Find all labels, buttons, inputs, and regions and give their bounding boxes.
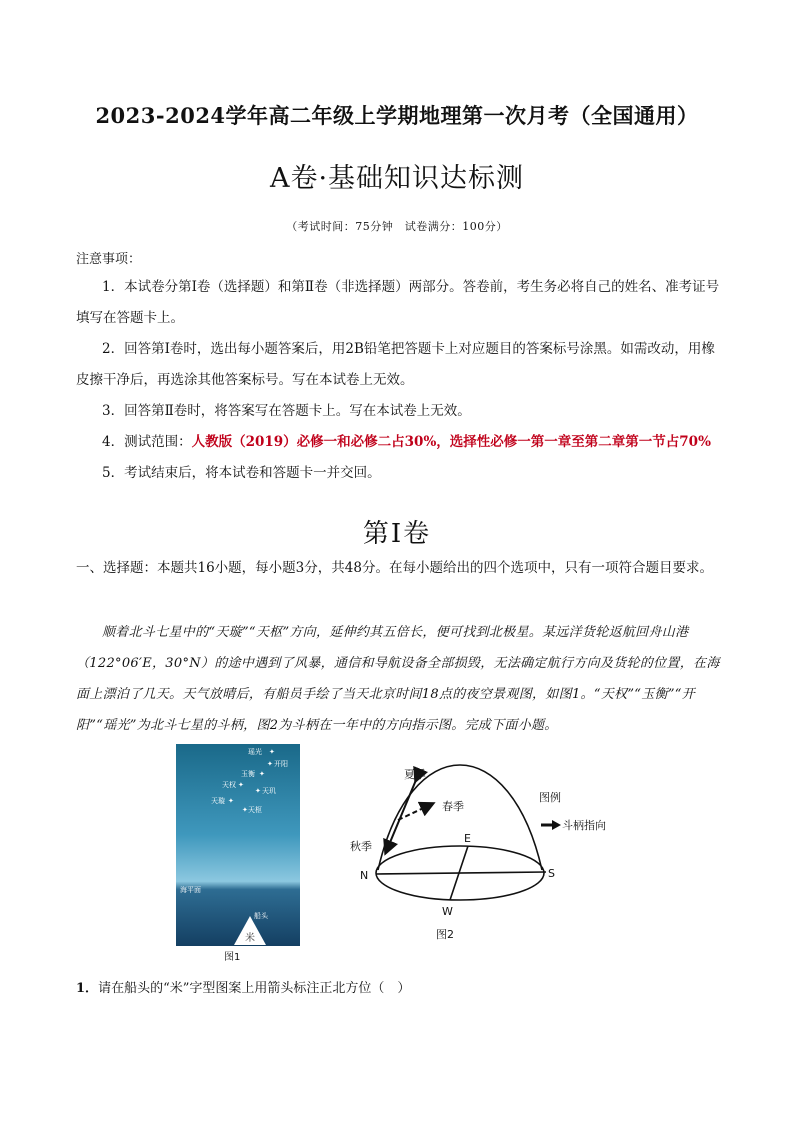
summer-autumn-arrow bbox=[386, 780, 416, 852]
season-autumn-label: 秋季 bbox=[350, 840, 372, 853]
star-tianshu-icon: ✦ bbox=[242, 806, 248, 814]
season-summer-label: 夏季 bbox=[404, 768, 426, 781]
test-scope-highlight: 人教版（2019）必修一和必修二占30%，选择性必修一第一章至第二章第一节占70% bbox=[191, 434, 711, 450]
legend-title: 图例 bbox=[539, 791, 561, 804]
figure-1-night-sky bbox=[176, 744, 300, 946]
legend-item-label: 斗柄指向 bbox=[562, 819, 606, 832]
star-yuheng-icon: ✦ bbox=[259, 770, 265, 778]
star-yaoguang-icon: ✦ bbox=[269, 748, 275, 756]
notes-heading: 注意事项： bbox=[76, 252, 142, 267]
star-label-kaiyang: 开阳 bbox=[274, 760, 288, 768]
note-item-4 bbox=[76, 427, 722, 458]
direction-n-label: N bbox=[360, 869, 369, 882]
exam-time-info: （考试时间：75分钟 试卷满分：100分） bbox=[286, 220, 508, 233]
note-item-4-prefix: 4．测试范围： bbox=[102, 434, 192, 450]
legend-item bbox=[540, 817, 606, 833]
star-label-tianji: 天玑 bbox=[262, 787, 276, 795]
sea-level-label: 海平面 bbox=[180, 886, 201, 894]
exam-subtitle: A卷·基础知识达标测 bbox=[269, 163, 525, 194]
note-item-5: 5．考试结束后，将本试卷和答题卡一并交回。 bbox=[102, 465, 381, 481]
star-tianji-icon: ✦ bbox=[255, 787, 261, 795]
question-1-number: 1 bbox=[76, 981, 86, 996]
dome-arc bbox=[378, 765, 542, 870]
note-item-2: 2．回答第Ⅰ卷时，选出每小题答案后，用2B铅笔把答题卡上对应题目的答案标号涂黑。如需改动，用橡皮擦干净后，再选涂其他答案标号。写在本试卷上无效。 bbox=[76, 341, 715, 388]
sky-background bbox=[176, 744, 300, 946]
star-kaiyang-icon: ✦ bbox=[267, 760, 273, 768]
figure-1-caption: 图1 bbox=[224, 952, 241, 963]
figure-2-handle-direction-diagram bbox=[350, 760, 620, 950]
star-label-tianxuan: 天璇 bbox=[211, 797, 225, 805]
season-spring-label: 春季 bbox=[442, 800, 464, 813]
star-label-yuheng: 玉衡 bbox=[241, 770, 255, 778]
note-item-1: 1．本试卷分第Ⅰ卷（选择题）和第Ⅱ卷（非选择题）两部分。答卷前，考生务必将自己的姓名、准考证号填写在答题卡上。 bbox=[76, 279, 720, 326]
direction-w-label: W bbox=[442, 905, 453, 918]
star-label-tianquan: 天权 bbox=[222, 781, 236, 789]
question-intro: 一、选择题：本题共16小题，每小题3分，共48分。在每小题给出的四个选项中，只有一项符合题目要求。 bbox=[76, 560, 713, 576]
star-tianxuan-icon: ✦ bbox=[228, 797, 234, 805]
section-title: 第Ⅰ卷 bbox=[362, 519, 432, 549]
direction-s-label: S bbox=[548, 867, 555, 880]
star-label-tianshu: 天枢 bbox=[248, 806, 262, 814]
note-item-3: 3．回答第Ⅱ卷时，将答案写在答题卡上。写在本试卷上无效。 bbox=[102, 403, 471, 419]
question-1: 1．请在船头的“米”字型图案上用箭头标注正北方位（ ） bbox=[76, 981, 411, 996]
direction-e-label: E bbox=[464, 832, 471, 845]
ns-axis-line bbox=[376, 872, 546, 874]
bow-label: 船头 bbox=[254, 912, 268, 920]
star-tianquan-icon: ✦ bbox=[238, 781, 244, 789]
figure-2-caption: 图2 bbox=[436, 928, 454, 941]
star-label-yaoguang: 瑶光 bbox=[248, 748, 262, 756]
question-1-text: 请在船头的“米”字型图案上用箭头标注正北方位（ ） bbox=[98, 981, 411, 996]
exam-title: 2023-2024学年高二年级上学期地理第一次月考（全国通用） bbox=[95, 103, 699, 128]
bow-rice-symbol: 米 bbox=[245, 933, 255, 944]
legend-arrow-icon bbox=[540, 819, 562, 831]
passage-text: 顺着北斗七星中的“天璇”“天枢”方向，延伸约其五倍长，便可找到北极星。某远洋货轮返航回舟山港（122°06′E，30°N）的途中遇到了风暴，通信和导航设备全部损毁，无法确定航行方向及货轮的位置，在海面上漂泊了几天。天气放晴后，有船员手绘了当天北京时间18点的夜空景观图，如图1。“天权”“玉衡”“开阳”“瑶光”为北斗七星的斗柄，图2为斗柄在一年中的方向指示图。完成下面小题。 bbox=[76, 625, 720, 733]
